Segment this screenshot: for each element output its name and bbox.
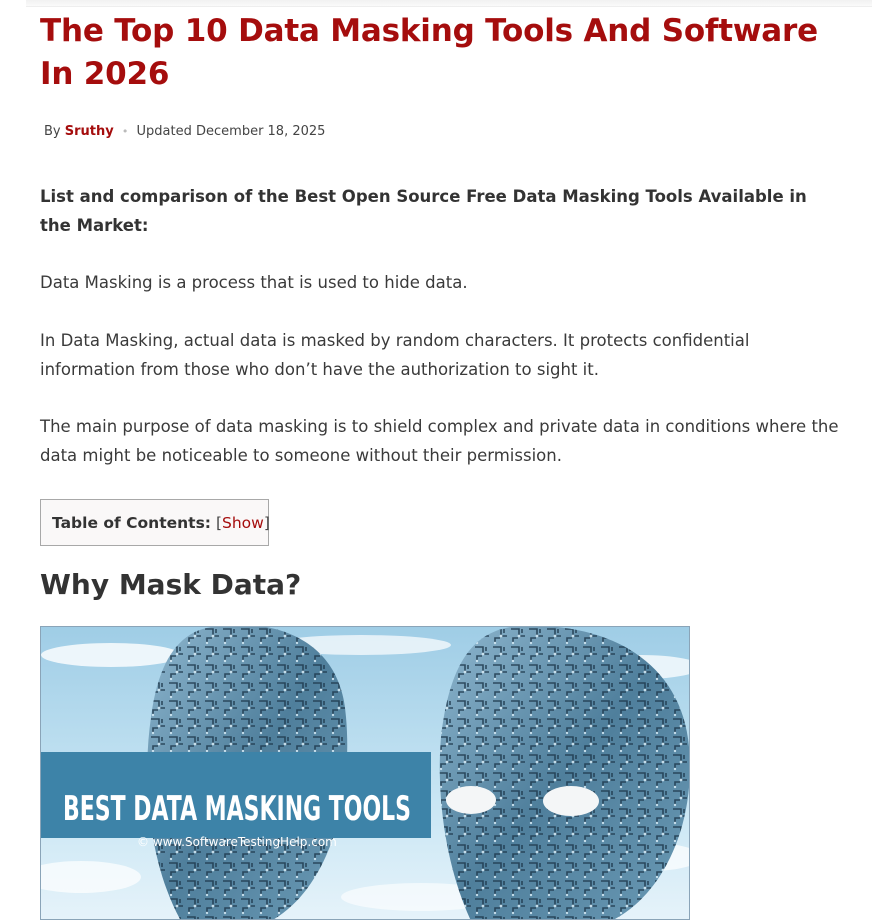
author-link[interactable]: Sruthy <box>64 124 114 139</box>
toc-title: Table of Contents: <box>52 514 211 532</box>
banner-title: BEST DATA MASKING TOOLS <box>63 789 411 829</box>
paragraph-1: Data Masking is a process that is used to hide data. <box>40 273 468 292</box>
banner-subtitle: © www.SoftwareTestingHelp.com <box>137 835 337 849</box>
section-heading-why-mask-data: Why Mask Data? <box>40 568 302 601</box>
right-mask-right-eye <box>543 786 599 816</box>
paragraph-2: In Data Masking, actual data is masked by random characters. It protects confidential information from those who don’t have the authorization to sight it. <box>40 331 750 379</box>
byline-separator: • <box>121 125 129 138</box>
intro-bold-text: List and comparison of the Best Open Source Free Data Masking Tools Available in the Market: <box>40 187 807 235</box>
toc-close-bracket: ] <box>263 514 270 532</box>
toc-show-toggle[interactable]: Show <box>222 514 264 532</box>
byline-prefix: By <box>44 124 61 139</box>
paragraph-3: The main purpose of data masking is to shield complex and private data in conditions where the data might be noticeable to someone without their permission. <box>40 417 839 465</box>
hero-image <box>40 626 690 920</box>
top-scroll-strip <box>26 0 872 7</box>
byline <box>44 123 325 141</box>
table-of-contents-box <box>40 499 269 546</box>
right-mask-left-eye <box>446 786 496 814</box>
right-mask-face <box>440 627 690 920</box>
toc-open-bracket: [ <box>215 514 222 532</box>
title-banner <box>41 752 431 849</box>
updated-date: Updated December 18, 2025 <box>136 124 326 139</box>
page-title: The Top 10 Data Masking Tools And Software In 2026 <box>40 13 818 92</box>
hero-illustration <box>41 627 690 920</box>
